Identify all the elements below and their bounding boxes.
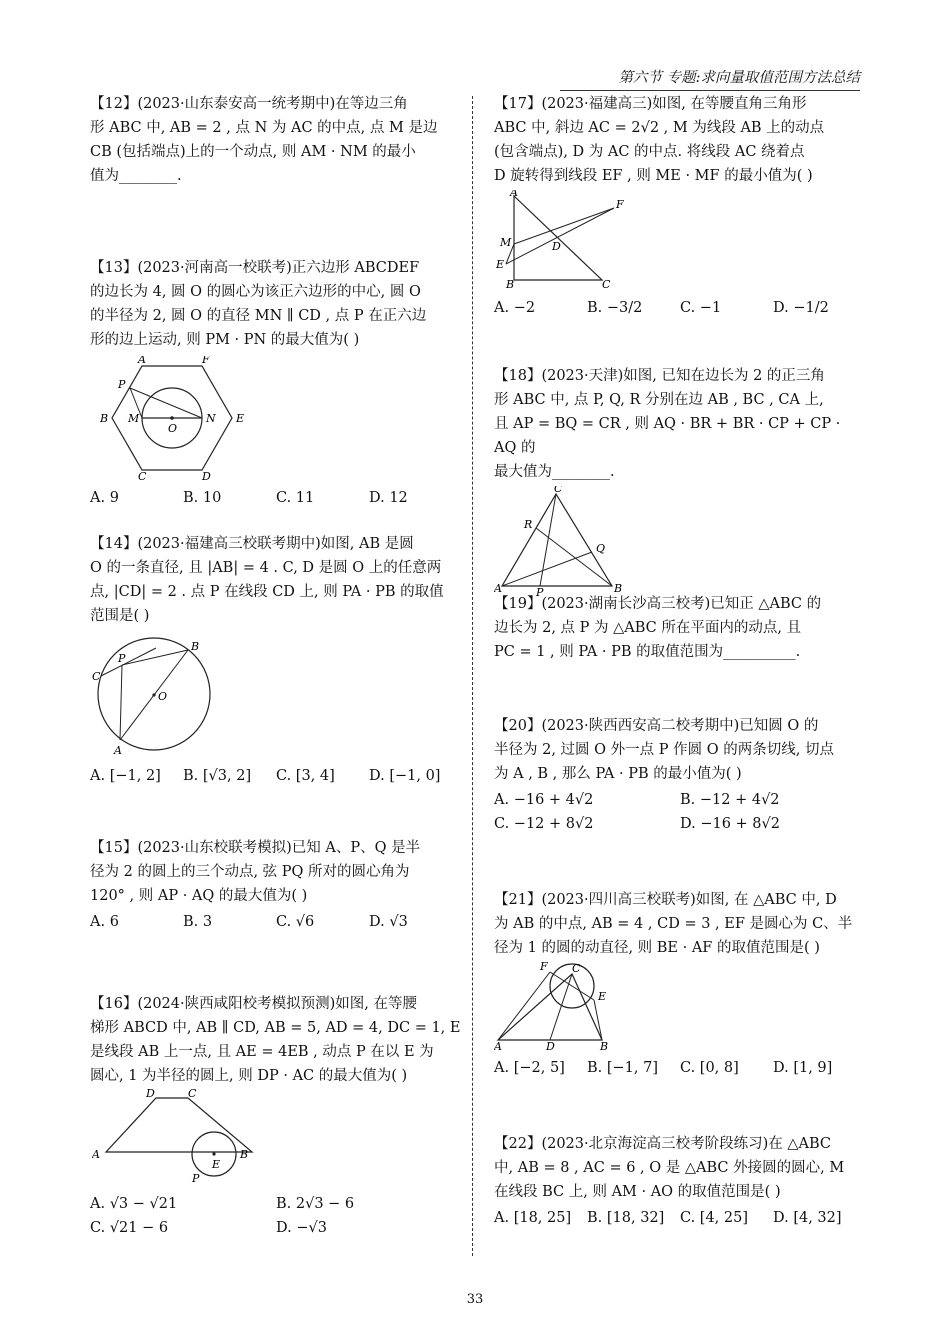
hex-label-o: O (168, 422, 178, 435)
hex-label-b: B (100, 412, 109, 425)
q14-option-d[interactable]: D. [−1, 0] (369, 768, 441, 784)
q17-line1: 【17】(2023·福建高三)如图, 在等腰直角三角形 (494, 96, 807, 112)
q13-options (90, 486, 462, 510)
q14-option-c[interactable]: C. [3, 4] (276, 768, 335, 784)
t18-label-r: R (524, 518, 533, 531)
q20-option-a[interactable]: A. −16 + 4√2 (494, 792, 594, 808)
question-19 (494, 592, 866, 664)
q13-option-c[interactable]: C. 11 (276, 490, 315, 506)
question-14 (90, 532, 462, 788)
segment-ef (506, 208, 614, 264)
c14-label-c: C (92, 670, 101, 683)
q15-option-c[interactable]: C. √6 (276, 914, 315, 930)
q12-line1: 【12】(2023·山东泰安高一统考期中)在等边三角 (90, 96, 408, 112)
q22-option-a[interactable]: A. [18, 25] (494, 1210, 572, 1226)
page-header: 第六节 专题:求向量取值范围方法总结 (560, 66, 860, 91)
q17-line3: (包含端点), D 为 AC 的中点. 将线段 AC 绕着点 (494, 144, 805, 160)
trap-label-d: D (146, 1088, 155, 1100)
q22-option-c[interactable]: C. [4, 25] (680, 1210, 749, 1226)
hex-label-f: F (202, 356, 210, 366)
question-21 (494, 888, 866, 1080)
triangle-circle-figure (494, 960, 624, 1050)
q16-option-b[interactable]: B. 2√3 − 6 (276, 1196, 355, 1212)
hex-label-d: D (202, 470, 211, 480)
q14-line2: O 的一条直径, 且 |AB| = 4 . C, D 是圆 O 上的任意两 (90, 560, 442, 576)
question-20 (494, 714, 866, 836)
equilateral-shape (502, 494, 612, 586)
t21-label-a: A (494, 1040, 502, 1050)
q15-option-a[interactable]: A. 6 (90, 914, 119, 930)
t21-label-f: F (540, 960, 548, 973)
trapezoid-center-dot (212, 1152, 215, 1155)
hex-label-a: A (138, 356, 146, 366)
rt17-label-c: C (602, 278, 611, 290)
q14-option-a[interactable]: A. [−1, 2] (90, 768, 161, 784)
q15-line3: 120° , 则 AP · AQ 的最大值为( ) (90, 888, 308, 904)
q17-option-a[interactable]: A. −2 (494, 300, 536, 316)
question-18 (494, 364, 866, 600)
trap-label-e: E (212, 1158, 221, 1171)
segment-aq (502, 552, 592, 586)
t18-label-q: Q (596, 542, 606, 555)
q22-option-b[interactable]: B. [18, 32] (587, 1210, 665, 1226)
q20-line3: 为 A , B , 那么 PA · PB 的最小值为( ) (494, 766, 742, 782)
trap-label-b: B (240, 1148, 249, 1161)
hex-label-c: C (138, 470, 147, 480)
q22-options (494, 1206, 866, 1230)
segment-br (536, 528, 612, 586)
q15-option-d[interactable]: D. √3 (369, 914, 408, 930)
column-divider (472, 96, 473, 1256)
q18-line1: 【18】(2023·天津)如图, 已知在边长为 2 的正三角 (494, 368, 825, 384)
q21-line3: 径为 1 的圆的动直径, 则 BE · AF 的取值范围是( ) (494, 940, 820, 956)
hex-label-m: M (128, 412, 140, 425)
q16-options (90, 1192, 462, 1240)
q15-option-b[interactable]: B. 3 (183, 914, 213, 930)
question-16 (90, 992, 462, 1240)
q15-options (90, 910, 462, 934)
q20-options (494, 788, 866, 836)
segment-be (594, 1000, 602, 1040)
q17-line4: D 旋转得到线段 EF , 则 ME · MF 的最小值为( ) (494, 168, 813, 184)
q17-options (494, 296, 866, 320)
q21-option-d[interactable]: D. [1, 9] (773, 1060, 833, 1076)
q15-line2: 径为 2 的圆上的三个动点, 弦 PQ 所对的圆心角为 (90, 864, 410, 880)
rt17-label-f: F (616, 198, 624, 211)
page-number: 33 (466, 1292, 484, 1307)
q13-line3: 的半径为 2, 圆 O 的直径 MN ∥ CD , 点 P 在正六边 (90, 308, 427, 324)
trapezoid-figure (92, 1088, 262, 1186)
t18-label-c: C (554, 486, 563, 495)
q21-line2: 为 AB 的中点, AB = 4 , CD = 3 , EF 是圆心为 C、半 (494, 916, 853, 932)
c14-label-p: P (118, 652, 126, 665)
trap-label-p: P (192, 1172, 200, 1185)
right-triangle-figure (496, 190, 636, 290)
q13-line4: 形的边上运动, 则 PM · PN 的最大值为( ) (90, 332, 360, 348)
question-12 (90, 92, 462, 188)
segment-pn (130, 388, 202, 418)
q22-line1: 【22】(2023·北京海淀高三校考阶段练习)在 △ABC (494, 1136, 832, 1152)
q22-option-d[interactable]: D. [4, 32] (773, 1210, 842, 1226)
q18-line3: 且 AP = BQ = CR , 则 AQ · BR + BR · CP + CP · AQ 的 (494, 416, 841, 456)
hex-label-p: P (118, 378, 126, 391)
q21-line1: 【21】(2023·四川高三校联考)如图, 在 △ABC 中, D (494, 892, 837, 908)
q16-option-a[interactable]: A. √3 − √21 (90, 1196, 178, 1212)
equilateral-figure (494, 486, 634, 596)
q21-option-b[interactable]: B. [−1, 7] (587, 1060, 659, 1076)
segment-af (498, 972, 550, 1040)
q20-option-d[interactable]: D. −16 + 8√2 (680, 816, 780, 832)
q19-line3: PC = 1 , 则 PA · PB 的取值范围为__________. (494, 644, 801, 660)
q19-line1: 【19】(2023·湖南长沙高三校考)已知正 △ABC 的 (494, 596, 822, 612)
q20-line2: 半径为 2, 过圆 O 外一点 P 作圆 O 的两条切线, 切点 (494, 742, 834, 758)
right-triangle-shape (514, 196, 602, 280)
hex-label-n: N (206, 412, 216, 425)
q17-line2: ABC 中, 斜边 AC = 2√2 , M 为线段 AB 上的动点 (494, 120, 825, 136)
center-dot (170, 416, 174, 420)
trap-label-a: A (92, 1148, 100, 1161)
question-13 (90, 256, 462, 510)
segment-mf (514, 208, 614, 244)
q13-line1: 【13】(2023·河南高一校联考)正六边形 ABCDEF (90, 260, 420, 276)
t21-label-e: E (598, 990, 607, 1003)
q15-line1: 【15】(2023·山东校联考模拟)已知 A、P、Q 是半 (90, 840, 421, 856)
q14-line3: 点, |CD| = 2 . 点 P 在线段 CD 上, 则 PA · PB 的取值 (90, 584, 444, 600)
c14-label-o: O (158, 690, 168, 703)
t21-label-b: B (600, 1040, 609, 1050)
rt17-label-m: M (500, 236, 512, 249)
q13-option-a[interactable]: A. 9 (90, 490, 119, 506)
q14-options (90, 764, 462, 788)
q14-option-b[interactable]: B. [√3, 2] (183, 768, 252, 784)
q18-line2: 形 ABC 中, 点 P, Q, R 分别在边 AB , BC , CA 上, (494, 392, 824, 408)
question-22 (494, 1132, 866, 1230)
q21-options (494, 1056, 866, 1080)
q16-option-d[interactable]: D. −√3 (276, 1220, 327, 1236)
circle-figure-14 (92, 630, 222, 758)
q12-line3: CB (包括端点)上的一个动点, 则 AM · NM 的最小 (90, 144, 416, 160)
q19-line2: 边长为 2, 点 P 为 △ABC 所在平面内的动点, 且 (494, 620, 802, 636)
segment-pa-14 (120, 665, 122, 740)
q20-line1: 【20】(2023·陕西西安高二校考期中)已知圆 O 的 (494, 718, 819, 734)
q21-option-c[interactable]: C. [0, 8] (680, 1060, 739, 1076)
t18-label-p: P (536, 586, 544, 596)
question-17 (494, 92, 866, 320)
t21-label-d: D (546, 1040, 555, 1050)
center-dot-14 (152, 693, 155, 696)
q16-line3: 是线段 AB 上一点, 且 AE = 4EB , 动点 P 在以 E 为 (90, 1044, 434, 1060)
q18-line4: 最大值为________. (494, 464, 615, 480)
q17-option-b[interactable]: B. −3/2 (587, 300, 643, 316)
rt17-label-b: B (506, 278, 515, 290)
rt17-label-d: D (552, 240, 561, 253)
q12-line2: 形 ABC 中, AB = 2 , 点 N 为 AC 的中点, 点 M 是边 (90, 120, 438, 136)
trap-label-c: C (188, 1088, 197, 1100)
q16-line4: 圆心, 1 为半径的圆上, 则 DP · AC 的最大值为( ) (90, 1068, 408, 1084)
c14-label-a: A (114, 744, 122, 757)
hexagon-figure (98, 356, 258, 480)
diameter-ef (550, 972, 594, 1000)
q21-option-a[interactable]: A. [−2, 5] (494, 1060, 565, 1076)
t18-label-a: A (494, 582, 502, 595)
q13-option-d[interactable]: D. 12 (369, 490, 408, 506)
q17-option-d[interactable]: D. −1/2 (773, 300, 829, 316)
hex-label-e: E (236, 412, 245, 425)
trapezoid-shape (106, 1098, 252, 1152)
q20-option-c[interactable]: C. −12 + 8√2 (494, 816, 594, 832)
q20-option-b[interactable]: B. −12 + 4√2 (680, 792, 780, 808)
q16-line1: 【16】(2024·陕西咸阳校考模拟预测)如图, 在等腰 (90, 996, 417, 1012)
q16-line2: 梯形 ABCD 中, AB ∥ CD, AB = 5, AD = 4, DC = 1, E (90, 1020, 461, 1036)
t21-label-c: C (572, 962, 581, 975)
chord-cd (101, 648, 156, 676)
question-15 (90, 836, 462, 934)
q14-line1: 【14】(2023·福建高三校联考期中)如图, AB 是圆 (90, 536, 414, 552)
q22-line3: 在线段 BC 上, 则 AM · AO 的取值范围是( ) (494, 1184, 781, 1200)
t18-label-b: B (614, 582, 623, 595)
q12-line4: 值为________. (90, 168, 182, 184)
q13-option-b[interactable]: B. 10 (183, 490, 222, 506)
q22-line2: 中, AB = 8 , AC = 6 , O 是 △ABC 外接圆的圆心, M (494, 1160, 845, 1176)
c14-label-b: B (191, 640, 200, 653)
q13-line2: 的边长为 4, 圆 O 的圆心为该正六边形的中心, 圆 O (90, 284, 421, 300)
q17-option-c[interactable]: C. −1 (680, 300, 722, 316)
rt17-label-e: E (496, 258, 505, 271)
q16-option-c[interactable]: C. √21 − 6 (90, 1220, 169, 1236)
q14-line4: 范围是( ) (90, 608, 150, 624)
rt17-label-a: A (510, 190, 518, 199)
